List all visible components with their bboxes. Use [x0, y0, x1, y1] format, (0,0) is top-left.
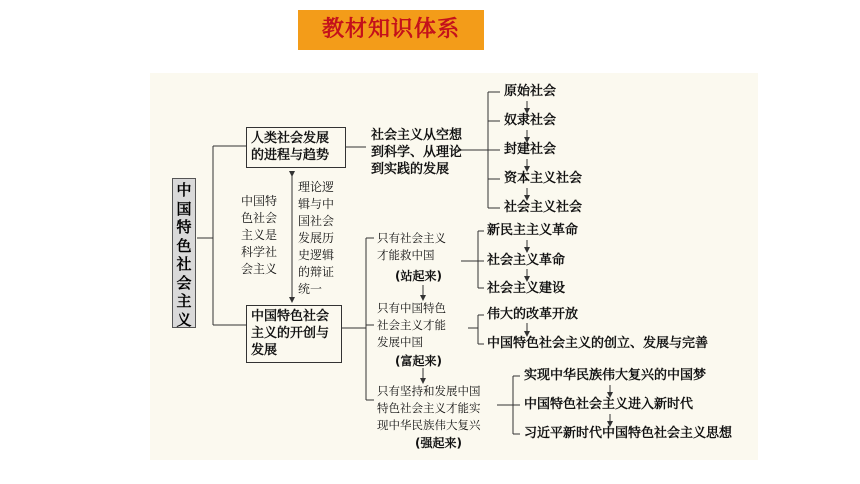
- box-socialism-chinese-characteristics: 中国特色社会 主义的开创与 发展: [246, 305, 342, 363]
- branch1-label: 社会主义从空想 到科学、从理论 到实践的发展: [371, 128, 463, 177]
- branch1-item: 原始社会: [504, 84, 557, 99]
- group3-item: 实现中华民族伟大复兴的中国梦: [524, 368, 707, 383]
- page-title: 教材知识体系: [298, 10, 484, 50]
- branch1-item: 封建社会: [504, 142, 557, 157]
- group3-text: 只有坚持和发展中国 特色社会主义才能实 现中华民族伟大复兴: [377, 384, 481, 432]
- branch1-item: 资本主义社会: [504, 171, 583, 186]
- middle-left-text: 中国特 色社会 主义是 科学社 会主义: [241, 194, 278, 276]
- branch1-item: 奴隶社会: [504, 113, 557, 128]
- group3-tag: (强起来): [415, 436, 462, 450]
- group1-item: 社会主义建设: [487, 281, 566, 296]
- group1-item: 新民主主义革命: [487, 223, 579, 238]
- group2-item: 伟大的改革开放: [487, 307, 579, 322]
- root-label: 中 国 特 色 社 会 主 义: [172, 178, 196, 328]
- group1-tag: (站起来): [395, 269, 442, 283]
- group2-item: 中国特色社会主义的创立、发展与完善: [487, 336, 709, 351]
- group2-tag: (富起来): [395, 354, 442, 368]
- group3-item: 习近平新时代中国特色社会主义思想: [524, 426, 733, 441]
- group1-item: 社会主义革命: [487, 253, 566, 268]
- middle-right-text: 理论逻 辑与中 国社会 发展历 史逻辑 的辩证 统一: [298, 180, 335, 296]
- box-social-development: 人类社会发展 的进程与趋势: [246, 127, 346, 168]
- branch1-item: 社会主义社会: [504, 200, 583, 215]
- group2-text: 只有中国特色 社会主义才能 发展中国: [377, 301, 446, 349]
- group3-item: 中国特色社会主义进入新时代: [524, 397, 694, 412]
- group1-text: 只有社会主义 才能救中国: [377, 231, 446, 262]
